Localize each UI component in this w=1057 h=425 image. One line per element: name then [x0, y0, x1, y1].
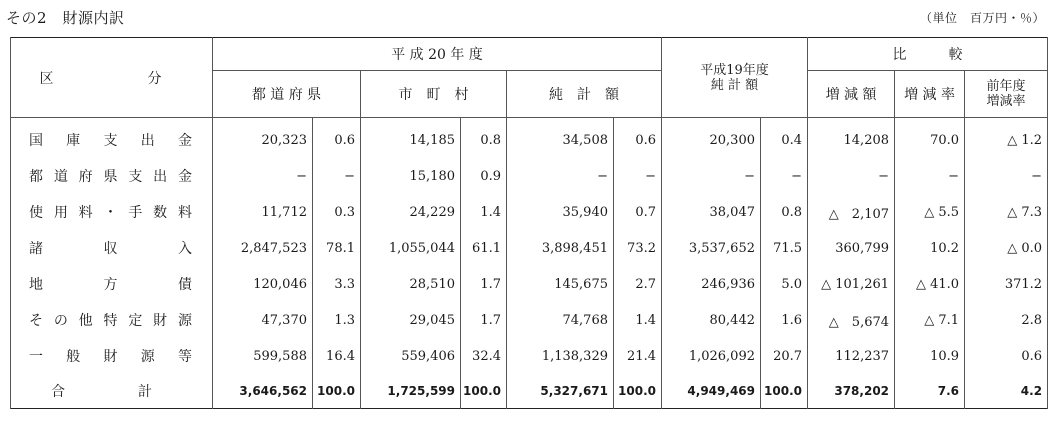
- table-cell: △ 5,674: [808, 302, 895, 338]
- funding-breakdown-table: [10, 37, 1048, 409]
- table-cell: 100.0: [461, 374, 507, 409]
- table-cell: △ 1.2: [965, 118, 1048, 159]
- table-row: [11, 338, 1048, 374]
- row-label: 使用料・手数料: [11, 194, 213, 230]
- table-cell: 1,725,599: [361, 374, 461, 409]
- header-net-total: 純 計 額: [507, 71, 662, 118]
- table-cell: 1,026,092: [662, 338, 761, 374]
- table-cell: −: [662, 158, 761, 194]
- table-cell: △ 0.0: [965, 230, 1048, 266]
- table-cell: 61.1: [461, 230, 507, 266]
- table-cell: 71.5: [761, 230, 808, 266]
- table-cell: 2.8: [965, 302, 1048, 338]
- row-label: 都道府県支出金: [11, 158, 213, 194]
- table-row: [11, 194, 1048, 230]
- table-row: [11, 266, 1048, 302]
- table-body: [11, 118, 1048, 409]
- table-cell: 360,799: [808, 230, 895, 266]
- table-cell: 14,208: [808, 118, 895, 159]
- table-cell: 20.7: [761, 338, 808, 374]
- table-row: [11, 158, 1048, 194]
- table-cell: 599,588: [213, 338, 313, 374]
- table-cell: 145,675: [507, 266, 614, 302]
- table-cell: 0.9: [461, 158, 507, 194]
- table-cell: 0.6: [614, 118, 662, 159]
- header-fy20: 平 成 20 年 度: [213, 38, 662, 71]
- table-cell: 0.6: [965, 338, 1048, 374]
- table-row: [11, 118, 1048, 159]
- table-cell: 73.2: [614, 230, 662, 266]
- table-cell: 2,847,523: [213, 230, 313, 266]
- table-cell: 10.9: [895, 338, 965, 374]
- page-title: その2 財源内訳: [6, 9, 125, 27]
- table-cell: −: [965, 158, 1048, 194]
- table-row: [11, 302, 1048, 338]
- table-cell: 1.4: [614, 302, 662, 338]
- table-cell: 0.4: [761, 118, 808, 159]
- table-cell: 0.7: [614, 194, 662, 230]
- table-cell: 0.8: [461, 118, 507, 159]
- table-cell: 24,229: [361, 194, 461, 230]
- table-cell: 47,370: [213, 302, 313, 338]
- table-cell: 70.0: [895, 118, 965, 159]
- header-fy19: 平成19年度 純 計 額: [662, 38, 808, 118]
- table-cell: 1.4: [461, 194, 507, 230]
- table-cell: 5.0: [761, 266, 808, 302]
- row-label: 国庫支出金: [11, 118, 213, 159]
- table-cell: 1,138,329: [507, 338, 614, 374]
- table-cell: 20,300: [662, 118, 761, 159]
- table-cell: 100.0: [761, 374, 808, 409]
- table-cell: △ 7.1: [895, 302, 965, 338]
- table-cell: 0.3: [313, 194, 361, 230]
- table-cell: 1.3: [313, 302, 361, 338]
- header-category: 区 分: [11, 38, 213, 118]
- row-label: 一般財源等: [11, 338, 213, 374]
- table-cell: 4,949,469: [662, 374, 761, 409]
- table-cell: 78.1: [313, 230, 361, 266]
- table-cell: 100.0: [614, 374, 662, 409]
- table-cell: −: [213, 158, 313, 194]
- row-label: 地方債: [11, 266, 213, 302]
- header-change-amount: 増 減 額: [808, 71, 895, 118]
- table-cell: 10.2: [895, 230, 965, 266]
- table-cell: 559,406: [361, 338, 461, 374]
- table-cell: 2.7: [614, 266, 662, 302]
- table-cell: 14,185: [361, 118, 461, 159]
- table-cell: 5,327,671: [507, 374, 614, 409]
- table-cell: △ 101,261: [808, 266, 895, 302]
- table-cell: −: [808, 158, 895, 194]
- row-label: 合計: [11, 374, 213, 409]
- table-cell: 4.2: [965, 374, 1048, 409]
- table-cell: 3.3: [313, 266, 361, 302]
- table-cell: 0.6: [313, 118, 361, 159]
- table-cell: 1.7: [461, 266, 507, 302]
- table-cell: 34,508: [507, 118, 614, 159]
- table-cell: 15,180: [361, 158, 461, 194]
- table-cell: −: [895, 158, 965, 194]
- table-cell: △ 7.3: [965, 194, 1048, 230]
- row-label: 諸収入: [11, 230, 213, 266]
- table-cell: 120,046: [213, 266, 313, 302]
- total-row: [11, 374, 1048, 409]
- table-cell: 1.6: [761, 302, 808, 338]
- header-change-rate: 増 減 率: [895, 71, 965, 118]
- table-cell: −: [507, 158, 614, 194]
- table-cell: −: [614, 158, 662, 194]
- table-cell: 35,940: [507, 194, 614, 230]
- table-cell: 3,898,451: [507, 230, 614, 266]
- table-cell: 3,537,652: [662, 230, 761, 266]
- table-cell: 21.4: [614, 338, 662, 374]
- table-cell: 38,047: [662, 194, 761, 230]
- table-cell: 11,712: [213, 194, 313, 230]
- row-label: その他特定財源: [11, 302, 213, 338]
- table-cell: −: [313, 158, 361, 194]
- header-prefecture: 都 道 府 県: [213, 71, 361, 118]
- table-cell: △ 41.0: [895, 266, 965, 302]
- table-cell: 246,936: [662, 266, 761, 302]
- header-municipality: 市 町 村: [361, 71, 507, 118]
- table-row: [11, 230, 1048, 266]
- table-cell: 28,510: [361, 266, 461, 302]
- table-cell: 100.0: [313, 374, 361, 409]
- table-cell: △ 2,107: [808, 194, 895, 230]
- table-cell: 7.6: [895, 374, 965, 409]
- table-cell: 3,646,562: [213, 374, 313, 409]
- table-cell: 80,442: [662, 302, 761, 338]
- table-cell: 20,323: [213, 118, 313, 159]
- table-cell: 378,202: [808, 374, 895, 409]
- table-cell: 112,237: [808, 338, 895, 374]
- table-cell: 16.4: [313, 338, 361, 374]
- table-cell: 74,768: [507, 302, 614, 338]
- header-comparison: 比 較: [808, 38, 1048, 71]
- table-cell: 0.8: [761, 194, 808, 230]
- table-cell: 371.2: [965, 266, 1048, 302]
- table-cell: −: [761, 158, 808, 194]
- table-cell: 1.7: [461, 302, 507, 338]
- table-cell: 29,045: [361, 302, 461, 338]
- table-cell: 32.4: [461, 338, 507, 374]
- unit-note: （単位 百万円・％）: [919, 11, 1045, 25]
- table-cell: △ 5.5: [895, 194, 965, 230]
- table-cell: 1,055,044: [361, 230, 461, 266]
- header-prev-change-rate: 前年度 増減率: [965, 71, 1048, 118]
